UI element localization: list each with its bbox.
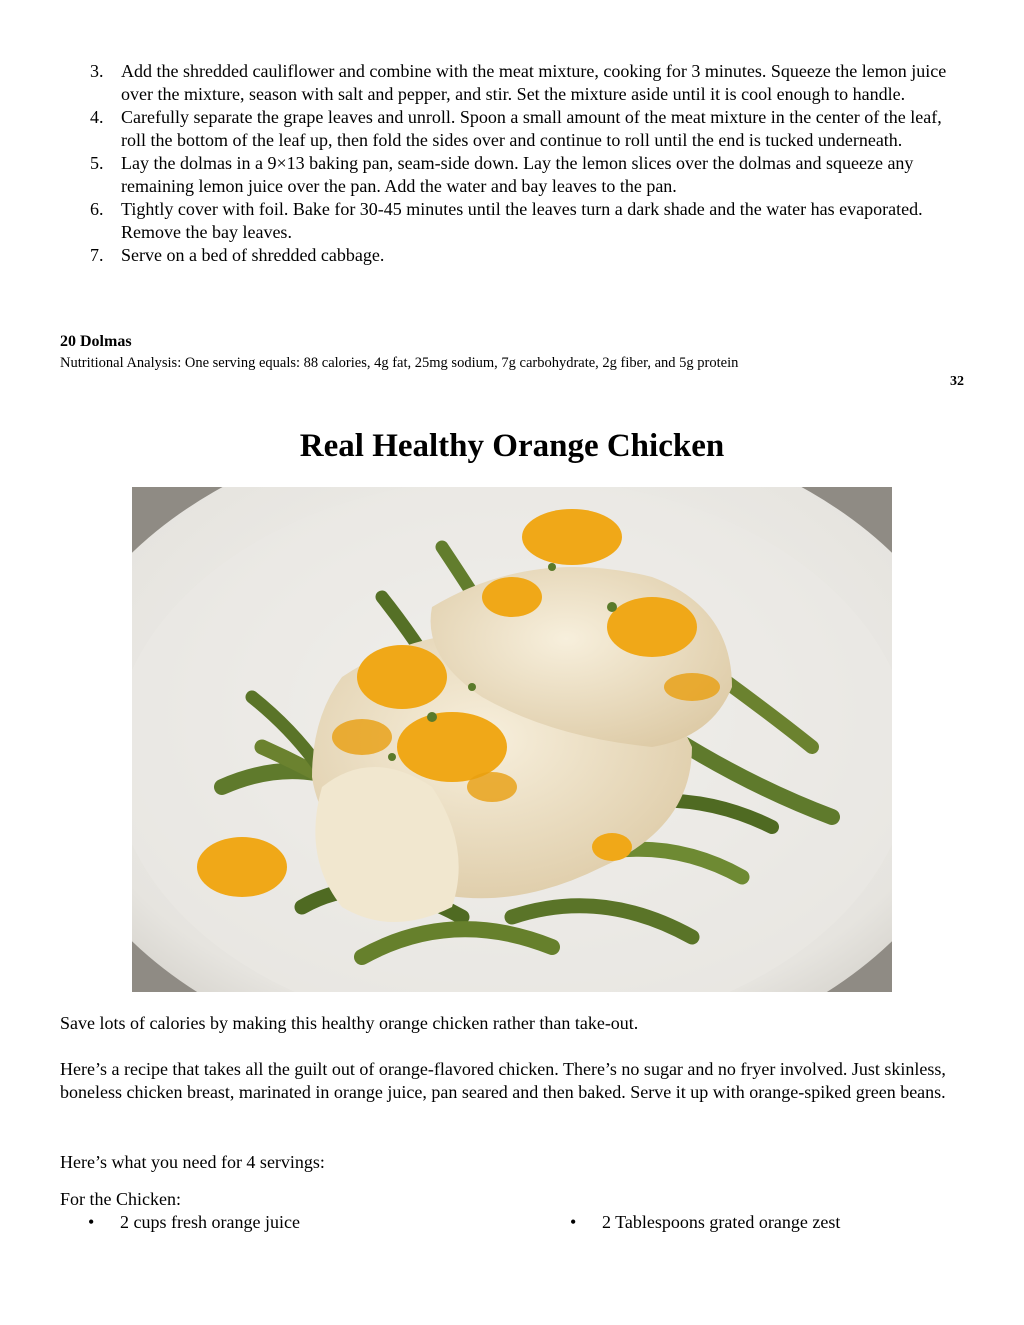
recipe-photo: [132, 487, 892, 992]
instruction-step: [60, 60, 960, 106]
ingredient-item: [88, 1211, 300, 1234]
instructions-list: [60, 60, 960, 267]
instruction-step: [60, 244, 960, 267]
bullet-icon: •: [88, 1212, 95, 1232]
step-number: 3.: [90, 61, 104, 81]
ingredients-list-right: [570, 1211, 840, 1234]
instruction-step: [60, 198, 960, 244]
instruction-step: [60, 106, 960, 152]
chicken-heading: For the Chicken:: [60, 1189, 181, 1209]
bullet-icon: •: [570, 1212, 577, 1232]
nutrition-analysis: Nutritional Analysis: One serving equals: 88 calories, 4g fat, 25mg sodium, 7g carbohydrate, 2g fiber, and 5g protein: [60, 355, 739, 371]
step-text: Carefully separate the grape leaves and unroll. Spoon a small amount of the meat mixture in the center of the leaf, roll the bottom of the leaf up, then fold the sides over and continue to roll until the end is tucked underneath.: [121, 107, 942, 150]
step-text: Serve on a bed of shredded cabbage.: [121, 245, 385, 265]
step-number: 4.: [90, 107, 104, 127]
instruction-step: [60, 152, 960, 198]
step-number: 5.: [90, 153, 104, 173]
step-text: Lay the dolmas in a 9×13 baking pan, seam-side down. Lay the lemon slices over the dolmas and squeeze any remaining lemon juice over the pan. Add the water and bay leaves to the pan.: [121, 153, 914, 196]
ingredient-text: 2 cups fresh orange juice: [120, 1212, 300, 1232]
recipe-title: Real Healthy Orange Chicken: [299, 428, 725, 464]
recipe-yield: 20 Dolmas: [60, 333, 132, 350]
step-number: 6.: [90, 199, 104, 219]
description-paragraph: Here’s a recipe that takes all the guilt out of orange-flavored chicken. There’s no sugar and no fryer involved. Just skinless, boneless chicken breast, marinated in orange juice, pan seared and then baked. Serve it up with orange-spiked green beans.: [60, 1059, 946, 1102]
ingredient-text: 2 Tablespoons grated orange zest: [602, 1212, 841, 1232]
intro-paragraph: Save lots of calories by making this healthy orange chicken rather than take-out.: [60, 1013, 639, 1033]
servings-line: Here’s what you need for 4 servings:: [60, 1152, 325, 1172]
ingredient-item: [570, 1211, 840, 1234]
step-text: Add the shredded cauliflower and combine with the meat mixture, cooking for 3 minutes. Squeeze the lemon juice over the mixture, season with salt and pepper, and stir. Set the mixture aside until it is cool enough to handle.: [121, 61, 947, 104]
page-number: 32: [950, 374, 964, 389]
step-text: Tightly cover with foil. Bake for 30-45 minutes until the leaves turn a dark shade and the water has evaporated. Remove the bay leaves.: [121, 199, 923, 242]
step-number: 7.: [90, 245, 104, 265]
ingredients-list-left: [88, 1211, 300, 1234]
